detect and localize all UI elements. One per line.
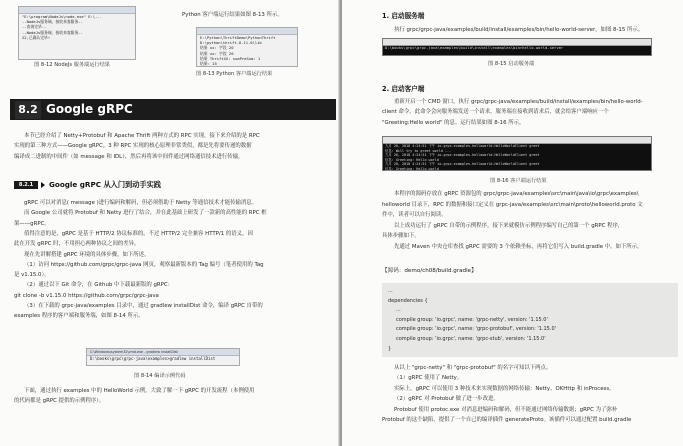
terminal-output-line: 信息: Will try to greet world ... bbox=[385, 148, 451, 153]
nodejs-result-window bbox=[18, 6, 136, 60]
window-text-line: 结果 xx: 字段 20 bbox=[200, 50, 234, 56]
terminal-output-line: 信息: Greeting: Hello world bbox=[385, 166, 439, 171]
window-text-line: E:\Python\ThriftDemo\PythonThrift bbox=[200, 35, 276, 40]
window-text-line: --NodeJs服务端，接收来客服务-- bbox=[22, 19, 83, 25]
text-line: Protobuf 的这个缺陷，提供了一个自己的编译插件 generateProto。该插件可以通过配置 build.gradle bbox=[382, 417, 632, 423]
code-line: dependencies { bbox=[388, 297, 428, 304]
text-line: 值得注意的是，gRPC 是基于 HTTP/2 协议标准的。不过 HTTP/2 完全兼容 HTTP/1 的语义，因 bbox=[24, 230, 253, 237]
code-line: compile group: 'io.grpc', name: 'grpc-protobuf', version: '1.15.0' bbox=[396, 326, 556, 333]
build-gradle-code-block bbox=[382, 283, 678, 357]
section-number: 8.2 bbox=[15, 101, 41, 119]
figure-caption-8-13: 图 8-13 Python 客户端运行结果 bbox=[196, 71, 273, 77]
text-line: （3）在下载的 grpc-java/examples 目录中，通过 gradlew installDist 命令，编译 gRPC 自带的 bbox=[24, 303, 263, 309]
text-line: 件中，读者可以自行阅读。 bbox=[382, 212, 447, 219]
text-line: （2）通过以下 Git 命令，在 Github 中下载最新版的 gRPC： bbox=[24, 282, 174, 289]
window-text-line: 22,已确认完毕! bbox=[22, 34, 51, 40]
text-line: 此在开发 gRPC 时，不用担心两种协议之间的差异。 bbox=[14, 241, 140, 248]
text-line: 本程序的源码存放在 gRPC 资源包的 grpc/grpc-java/examples\src\main\java\io\grpc\examples\ bbox=[394, 191, 639, 197]
window-text-line: --查询完毕-- bbox=[22, 24, 47, 30]
text-line: "Greeting:Hello world" 的息。运行结果如图 8-16 所示。 bbox=[382, 119, 525, 126]
text-line: Protobuf 使用 protoc.exe 对消息进编码和解码，但不能通过网络传输数据；gRPC 为了弥补 bbox=[394, 406, 618, 413]
code-line: } bbox=[388, 345, 392, 352]
subsection-number: 8.2.1 bbox=[14, 181, 38, 189]
subsection-arrow-icon bbox=[41, 182, 45, 188]
text-line: 先通过 Maven 中央仓库查找 gRPC 需要的 3 个依赖坐标，再将它们写入 build.gradle 中，如下所示。 bbox=[394, 244, 643, 250]
text-line: helloworld 目录下，RPC 的数据和接口定义在 grpc-java/examples\src\main\proto\helloworld.proto 文 bbox=[382, 201, 643, 208]
section-title: Google gRPC bbox=[46, 102, 133, 116]
client-terminal bbox=[382, 136, 652, 171]
source-label: 【源码：demo/ch08/build.gradle】 bbox=[382, 268, 477, 274]
terminal-output-line: 九月 20, 2018 4:24:51 下午 io.grpc.examples.helloworld.HelloWorldClient greet bbox=[385, 153, 540, 158]
text-line: （1）gRPC 使用了 Netty。 bbox=[394, 375, 463, 382]
server-command: D:\books\grpc\grpc-java\examples\build\install\examples\bin>hello-world-server bbox=[385, 45, 564, 50]
text-line: 而 Google 公司就将 Protobuf 和 Netty 进行了结合，并在此基础上研发了一款新的高性能的 RPC 框 bbox=[24, 210, 267, 217]
text-line: 本节已经介绍了 Netty+Protobuf 和 Apache Thrift 两种方式的 RPC 实现。接下来介绍的是 RPC bbox=[24, 133, 260, 139]
text-line: 以上成功运行了 gRPC 自带的示例程序，接下来就模仿示例程序编写自己的第一个 gRPC 程序， bbox=[394, 222, 624, 229]
text-line: 重新开启一个 CMD 窗口，执行 grpc/grpc-java/examples/build/install/examples/bin/hello-world- bbox=[394, 99, 643, 105]
text-line: 下面，通过执行 examples 中的 HelloWorld 示例，大致了解一下 gRPC 的开发流程（本例使用 bbox=[24, 388, 255, 394]
subsection-title: Google gRPC 从入门到动手实践 bbox=[49, 180, 161, 189]
left-page bbox=[0, 0, 340, 446]
code-line: compile group: 'io.grpc', name: 'grpc-stub', version: '1.15.0' bbox=[396, 336, 546, 342]
text-line: （2）gRPC 对 Protobuf 做了进一步改进。 bbox=[394, 396, 499, 403]
text-line: （1）访问 https://github.com/grpc/grpc-java 网页，观察最新版本的 Tag 编号（笔者使用的 Tag bbox=[24, 261, 264, 268]
text-line: 实际上，gRPC 可以使用 3 种技术来实现数据的网络传输：Netty、OKHttp 和 inProcess。 bbox=[394, 385, 615, 392]
figure-caption-8-12: 图 8-12 NodeJs 服务端运行结果 bbox=[34, 62, 110, 68]
right-page bbox=[342, 0, 683, 446]
code-line: ... bbox=[388, 288, 393, 294]
figure-caption-8-15: 图 8-15 启动服务端 bbox=[488, 61, 535, 67]
figure-caption-8-14: 图 8-14 编译示例代码 bbox=[134, 373, 186, 379]
text-line: 架——gRPC。 bbox=[14, 220, 50, 227]
terminal-output-line: 九月 20, 2018 4:24:51 下午 io.grpc.examples.helloworld.HelloWorldClient greet bbox=[385, 162, 540, 167]
window-text-line: 结果 ThriftXX: sumPreSum: 1 bbox=[200, 55, 261, 61]
window-text-line: --NodeJs服务端，接收来客服务-- bbox=[22, 29, 83, 35]
gradlew-cmd-window bbox=[86, 348, 240, 366]
step2-heading: 2. 启动客户端 bbox=[382, 85, 425, 93]
text-line: 是 v1.15.0）。 bbox=[14, 272, 50, 279]
step1-text: 执行 grpc/grpc-java/examples/build/install/examples/bin/hello-world-server，如图 8-15 所示。 bbox=[394, 27, 644, 33]
code-line: ... bbox=[396, 307, 401, 314]
gradlew-command: D:\books\grpc\grpc-java\examples>gradlew installDist bbox=[90, 356, 216, 361]
window-text-line: "E:\program\NodeJs\node.exe" E:\... bbox=[22, 14, 103, 19]
text-line: 的代码都是 gRPC 提供的示例程序）。 bbox=[14, 398, 105, 405]
window-titlebar bbox=[383, 137, 651, 144]
code-line: compile group: 'io.grpc', name: 'grpc-netty', version: '1.15.0' bbox=[396, 316, 548, 323]
window-text-line: 结果: 15 bbox=[200, 61, 217, 67]
text-line: 编译成二进制的中间件（如 message 和 IDL），然后再将该中间件通过网络通信技术进行传输。 bbox=[14, 153, 244, 160]
text-line: 实现的第三种方式——Google gRPC。3 种 RPC 实现的核心原理非常类似，都是先将要传递的数据 bbox=[14, 143, 252, 150]
figure-caption-8-16: 图 8-16 客户端运行结果 bbox=[490, 178, 547, 184]
text-line: git clone -b v1.15.0 https://github.com/grpc/grpc-java bbox=[14, 292, 159, 299]
terminal-output-line: 信息: Greeting: Hello world bbox=[385, 157, 439, 162]
window-titlebar bbox=[19, 7, 135, 14]
text-line: examples 程序的客户端和服务端，如图 8-14 所示。 bbox=[14, 313, 144, 320]
server-terminal bbox=[382, 38, 652, 56]
text-line: 现在先讲解搭建 gRPC 环境的具体步骤，如下所述。 bbox=[24, 251, 150, 258]
window-titlebar: C:\Windows\system32\cmd.exe - gradlew installDist bbox=[87, 349, 239, 356]
text-line: client 命令，此命令会向服务端发送一个请求，服务端在接收到请求后，就会给客户端响应一个 bbox=[382, 109, 609, 116]
step1-heading: 1. 启动服务端 bbox=[382, 12, 425, 20]
window-titlebar bbox=[197, 28, 297, 35]
window-text-line: D:\python\thrift-0.11.0\lib bbox=[200, 40, 262, 46]
python-result-window bbox=[196, 27, 298, 67]
text-line: 具体步骤如下。 bbox=[382, 233, 420, 240]
fig13-intro: Python 客户端运行结果如图 8-13 所示。 bbox=[182, 12, 283, 18]
text-line: gRPC 可以对消息( message )进行编码和解码，但必须借助于 Netty 等通信技术才能传输消息。 bbox=[24, 200, 258, 206]
terminal-output-line: 九月 20, 2018 4:24:51 下午 io.grpc.examples.helloworld.HelloWorldClient greet bbox=[385, 144, 540, 148]
text-line: 从以上 "grpc-netty" 和 "grpc-protobuf" 的名字可知以下两点。 bbox=[394, 365, 552, 371]
window-text-line: 结果 xx: 字段 20 bbox=[200, 45, 234, 51]
